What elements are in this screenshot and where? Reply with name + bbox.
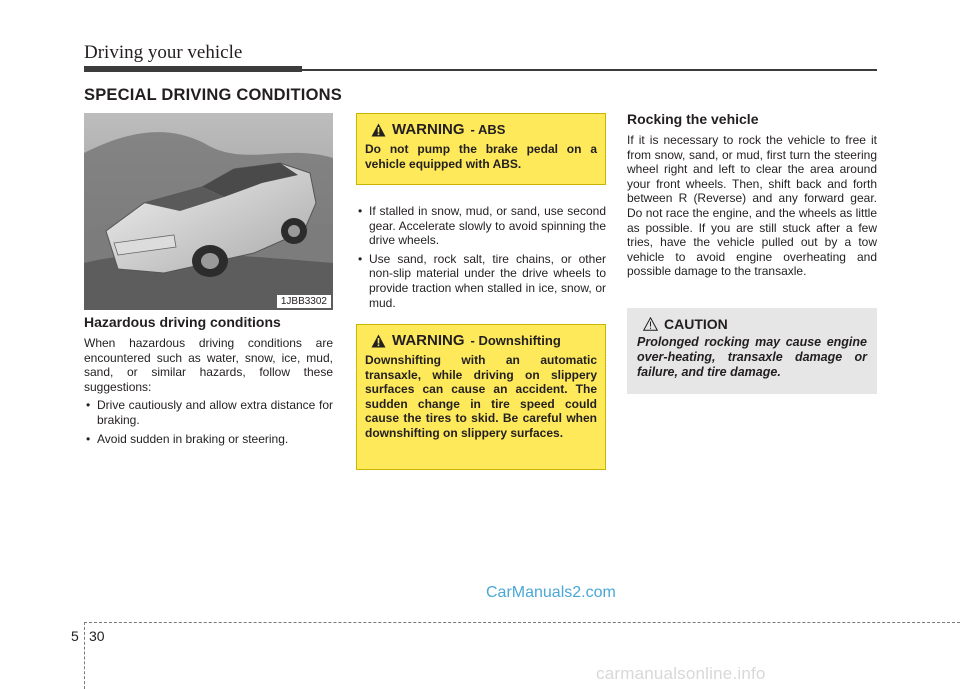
hazardous-list [84, 398, 333, 446]
warning-subtitle: - Downshifting [470, 333, 561, 348]
rocking-section [627, 111, 877, 279]
car-photo [84, 113, 333, 310]
caution-label: CAUTION [664, 316, 728, 332]
warning-abs-box [356, 113, 606, 185]
hazardous-heading: Hazardous driving conditions [84, 314, 281, 330]
header-bar [84, 66, 302, 72]
warning-icon [371, 123, 386, 137]
list-item: • Drive cautiously and allow extra distance for braking. [84, 398, 333, 427]
page-chapter: 5 [71, 628, 79, 644]
section-header: Driving your vehicle [84, 42, 243, 63]
hazardous-intro: When hazardous driving conditions are encountered such as water, snow, ice, mud, sand, or similar hazards, follow these suggestions: [84, 336, 333, 394]
car-illustration [84, 113, 333, 310]
warning-label: WARNING [392, 332, 465, 349]
list-item: • If stalled in snow, mud, or sand, use second gear. Accelerate slowly to avoid spinning the drive wheels. [356, 204, 606, 248]
header-rule [302, 69, 877, 71]
warning-text: Do not pump the brake pedal on a vehicle equipped with ABS. [365, 142, 597, 171]
footer-rule [84, 622, 960, 623]
hazardous-section [84, 314, 333, 450]
list-item: • Use sand, rock salt, tire chains, or other non-slip material under the drive wheels to provide traction when stalled in ice, snow, or mud. [356, 252, 606, 310]
photo-code: 1JBB3302 [277, 295, 331, 308]
warning-subtitle: - ABS [470, 122, 506, 137]
footer-divider [84, 622, 85, 689]
warning-text: Downshifting with an automatic transaxle, while driving on slippery surfaces can cause an accident. The sudden change in tire speed could cause the tires to skid. Be careful when downshifting on slippery surfaces. [365, 353, 597, 440]
page-title: SPECIAL DRIVING CONDITIONS [84, 86, 342, 104]
rocking-heading: Rocking the vehicle [627, 111, 759, 127]
page-number: 30 [89, 628, 105, 644]
warning-icon [371, 334, 386, 348]
watermark-link[interactable]: CarManuals2.com [486, 584, 616, 601]
rocking-text: If it is necessary to rock the vehicle to free it from snow, sand, or mud, first turn the steering wheel right and left to clear the area around your front wheels. Then, shift back and forth between R (Reverse) and any forward gear. Do not race the engine, and the wheels as little as possible. If you are still stuck after a few tries, have the vehicle pulled out by a tow vehicle to avoid engine overheating and possible damage to the transaxle. [627, 133, 877, 279]
list-item: • Avoid sudden in braking or steering. [84, 432, 333, 447]
stalled-section [356, 200, 606, 314]
caution-icon [643, 317, 658, 331]
site-watermark: carmanualsonline.info [596, 664, 766, 683]
warning-downshift-box [356, 324, 606, 470]
caution-text: Prolonged rocking may cause engine over-heating, transaxle damage or failure, and tire damage. [637, 335, 867, 379]
warning-label: WARNING [392, 121, 465, 138]
caution-box [627, 308, 877, 394]
stalled-list [356, 204, 606, 310]
